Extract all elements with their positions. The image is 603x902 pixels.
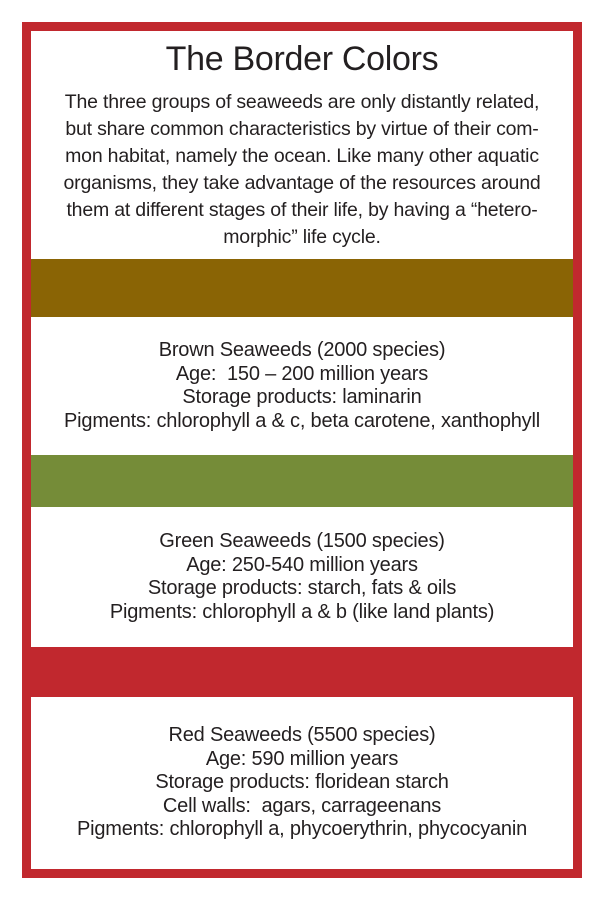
section-line: Storage products: floridean starch	[155, 771, 449, 794]
intro-line: The three groups of seaweeds are only distantly related,	[64, 91, 540, 113]
section-line: Pigments: chlorophyll a, phycoerythrin, phycocyanin	[76, 818, 528, 841]
section-line: Age: 590 million years	[205, 747, 399, 770]
red-seaweeds-section	[31, 697, 573, 869]
green-seaweeds-section	[31, 507, 573, 647]
intro-paragraph	[31, 89, 573, 251]
page-title: The Border Colors	[165, 40, 439, 78]
section-line: Brown Seaweeds (2000 species)	[158, 339, 446, 361]
brown-color-band	[31, 259, 573, 317]
intro-line: but share common characteristics by virtue of their com-	[65, 118, 539, 140]
intro-line: morphic” life cycle.	[223, 226, 381, 248]
intro-line: mon habitat, namely the ocean. Like many other aquatic	[65, 145, 539, 167]
section-line: Pigments: chlorophyll a & b (like land plants)	[109, 600, 495, 623]
section-line: Red Seaweeds (5500 species)	[168, 724, 436, 747]
intro-line: them at different stages of their life, by having a “hetero-	[66, 199, 538, 221]
section-line: Storage products: laminarin	[182, 386, 422, 408]
red-border-frame	[22, 22, 582, 878]
green-color-band	[31, 455, 573, 507]
section-line: Age: 150 – 200 million years	[175, 362, 429, 385]
section-line: Age: 250-540 million years	[186, 553, 418, 576]
red-color-band	[31, 647, 573, 697]
section-line: Pigments: chlorophyll a & c, beta carotene, xanthophyll	[64, 409, 540, 432]
section-line: Cell walls: agars, carrageenans	[162, 794, 442, 817]
section-line: Green Seaweeds (1500 species)	[159, 530, 445, 552]
brown-seaweeds-section	[31, 317, 573, 455]
intro-line: organisms, they take advantage of the resources around	[63, 172, 541, 194]
section-line: Storage products: starch, fats & oils	[147, 577, 457, 599]
